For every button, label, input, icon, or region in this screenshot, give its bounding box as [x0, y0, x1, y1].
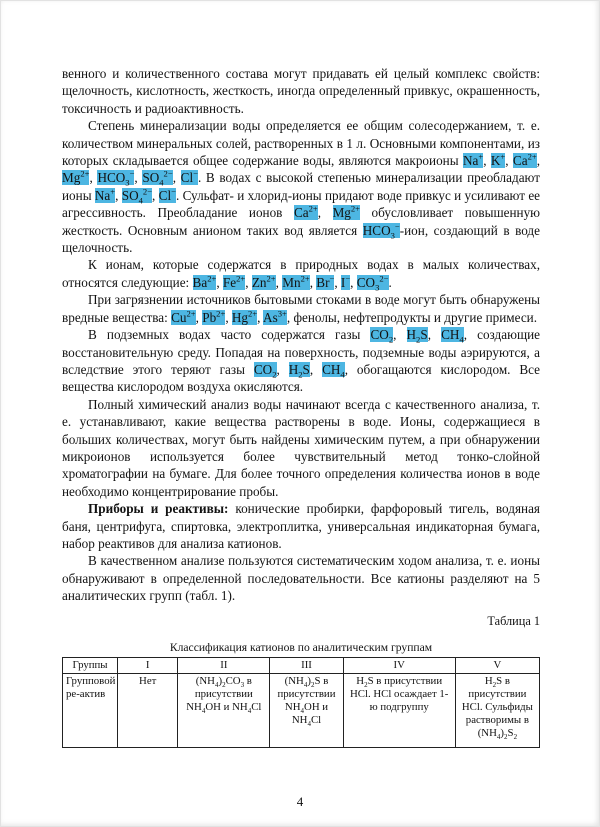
paragraph-4: При загрязнении источников бытовыми стоками в воде могут быть обнаружены вредные вещества: $Cu^{2+}$, $Pb^{2+}$, $Hg^{2+}$, $As^{3+}$, фенолы, нефтепродукты и другие примеси.	[62, 292, 540, 325]
paragraph-1: венного и количественного состава могут придавать ей целый комплекс свойств: щелочность, кислотность, жесткость, иногда определенный привкус, окрашенность, токсичность и радиоактивность.	[62, 66, 540, 116]
paragraph-2: Степень минерализации воды определяется ее общим солесодержанием, т. е. количеством минеральных солей, растворенных в 1 л. Основными компонентами, из которых складывается общее содержание воды, являются макроионы Na+, K+, $Ca^{2+}$, $Mg^{2+}$, $HCO_3^-$, $SO_4^{2-}$, Cl−. В водах с высокой степенью минерализации преобладают ионы Na+, $SO_4^{2-}$, Cl−. Сульфат- и хлорид-ионы придают воде привкус и усиливают ее агрессивность. Преобладание ионов $Ca^{2+}$, $Mg^{2+}$ обусловливает повышенную жесткость. Основным анионом таких вод является $HCO_3^-$-ион, создающий в воде щелочность.	[62, 118, 541, 256]
table-header-groups: Группы	[63, 657, 118, 674]
table-cell-group-5-reagent: $H_2S$ в присутствии HCl. Сульфиды растворимы в $(NH_4)_2S_2$	[455, 674, 539, 748]
table-caption: Классификация катионов по аналитическим группам	[169, 640, 433, 654]
cation-groups-table	[62, 657, 540, 749]
table-cell-group-1-reagent: Нет	[118, 674, 178, 748]
paragraph-5: В подземных водах часто содержатся газы $CO_2$, $H_2S$, $CH_4$, создающие восстановительную среду. Попадая на поверхность, подземные воды аэрируются, а вследствие этого теряют газы $CO_2$, $H_2S$, $CH_4$, обогащаются кислородом. Все вещества кислородом воздуха окисляются.	[62, 327, 541, 395]
table-label: Таблица 1	[487, 613, 540, 628]
table-header-group-4: IV	[343, 657, 455, 674]
paragraph-8: В качественном анализе пользуются систематическим ходом анализа, т. е. ионы обнаруживают в определенной последовательности. Все катионы разделяют на 5 аналитических групп (табл. 1).	[62, 553, 540, 604]
page-number: 4	[296, 794, 304, 809]
table-cell-group-4-reagent: $H_2S$ в присутствии HCl. HCl осаждает 1-ю подгруппу	[343, 674, 455, 748]
table-cell-group-reagent-label: Групповой ре-актив	[63, 674, 118, 748]
paragraph-6: Полный химический анализ воды начинают всегда с качественного анализа, т. е. устанавливают, какие вещества растворены в воде. Ионы, содержащиеся в больших количествах, могут быть найдены химическим путем, а при обнаружении микроионов используется более чувствительный метод тонко-слойной хроматографии на бумаге. Для более точного определения количества ионов в воде необходимо концентрирование пробы.	[62, 396, 540, 499]
table-header-group-3: III	[270, 657, 343, 674]
table-header-row	[63, 657, 540, 674]
page-content	[62, 65, 540, 748]
table-cell-group-3-reagent: $(NH_4)_2S$ в присутствии $NH_4OH$ и $NH_4Cl$	[270, 674, 343, 748]
table-cell-group-2-reagent: $(NH_4)_2CO_3$ в присутствии $NH_4OH$ и $NH_4Cl$	[178, 674, 270, 748]
table-row	[63, 674, 540, 748]
paragraph-3: К ионам, которые содержатся в природных водах в малых количествах, относятся следующие: $Ba^{2+}$, $Fe^{2+}$, $Zn^{2+}$, $Mn^{2+}$, Br−, I−, $CO_3^{2-}$.	[62, 257, 540, 293]
table-header-group-5: V	[455, 657, 539, 674]
table-header-group-1: I	[118, 657, 178, 674]
paragraph-7: Приборы и реактивы: конические пробирки, фарфоровый тигель, водяная баня, центрифуга, спиртовка, электроплитка, универсальная индикаторная бумага, набор реактивов для анализа катионов.	[62, 501, 540, 551]
table-header-group-2: II	[178, 657, 270, 674]
